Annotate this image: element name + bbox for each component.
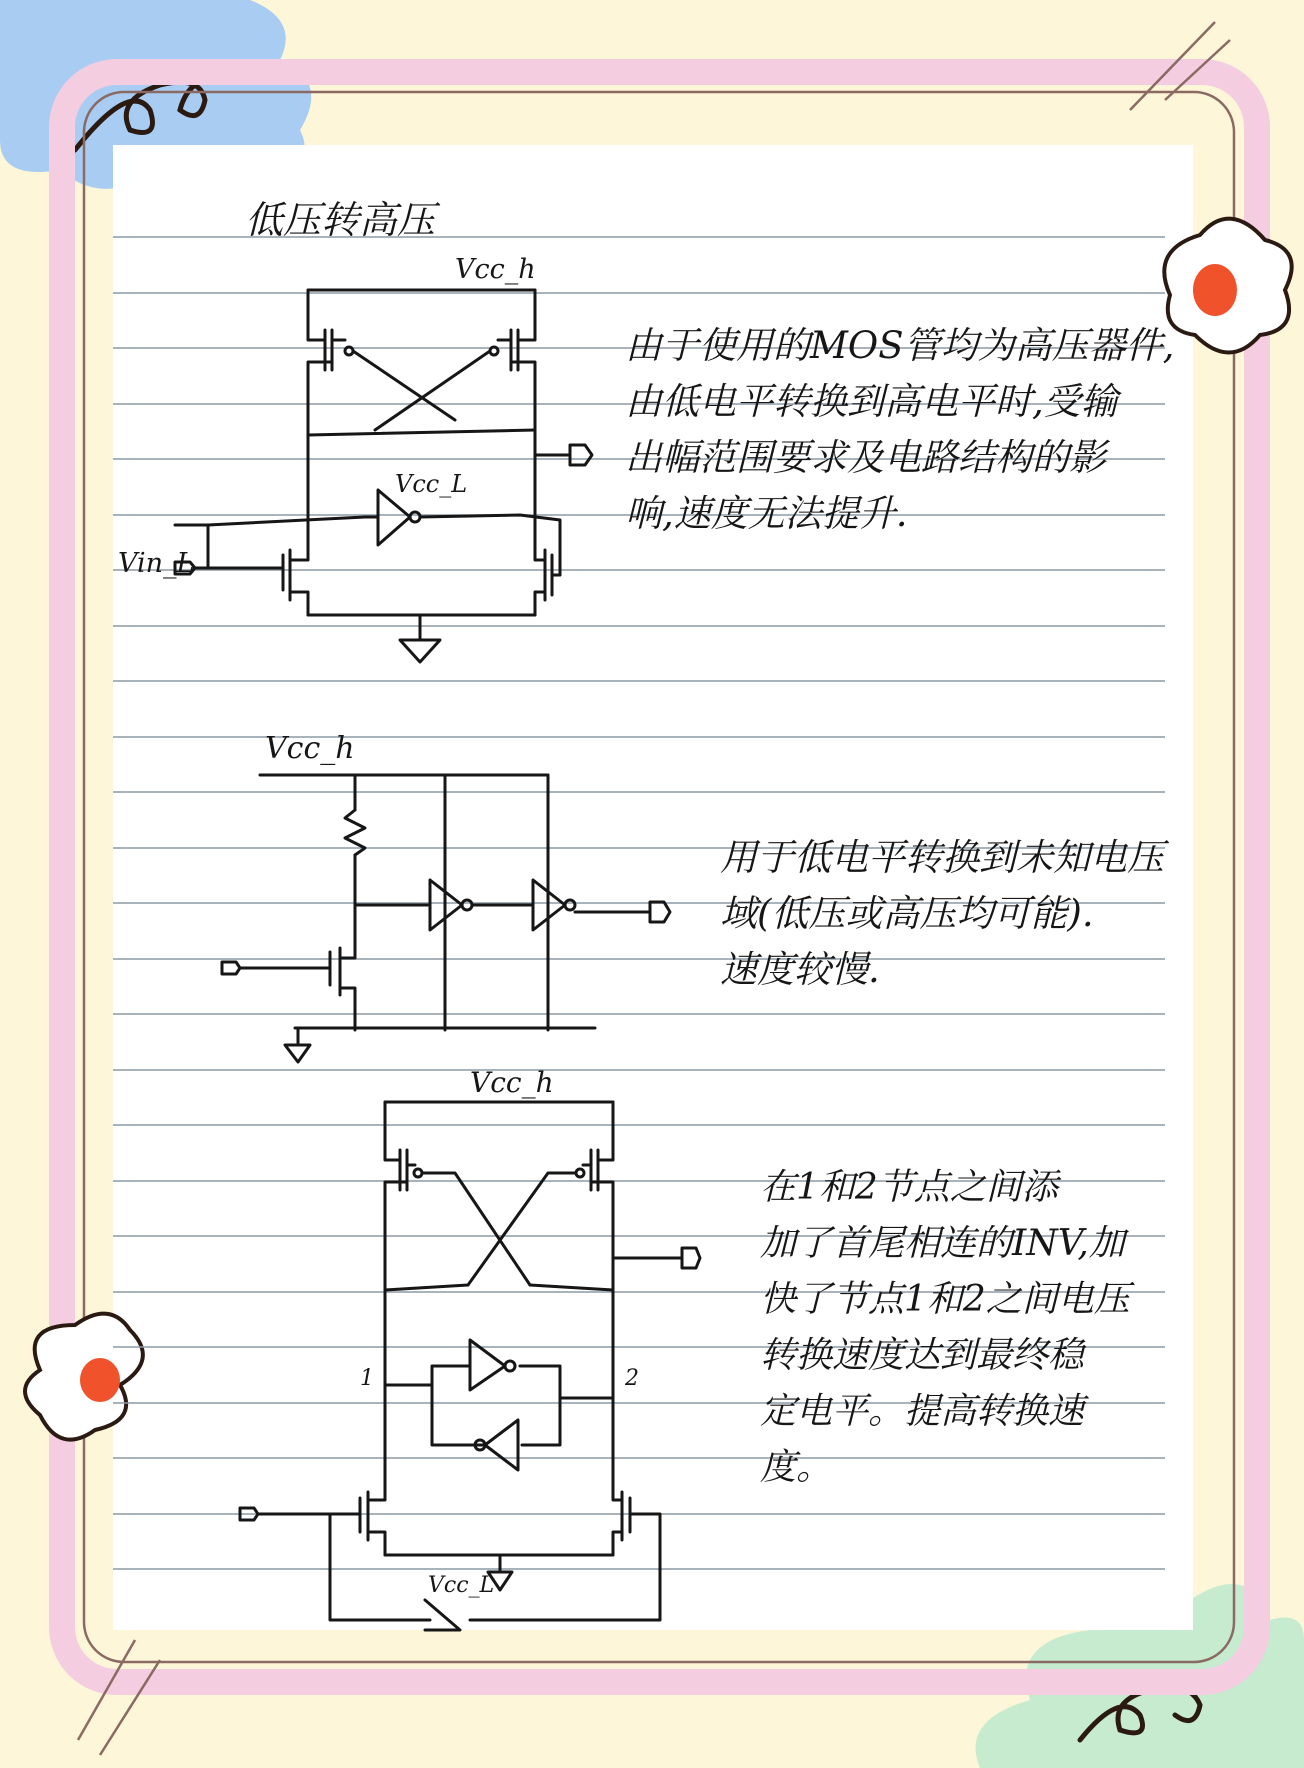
circuit-3-note — [760, 1160, 1130, 1496]
note-line: 加了首尾相连的INV,加 — [760, 1223, 1125, 1264]
note-line: 定电平。提高转换速 — [760, 1391, 1085, 1432]
note-line: 响,速度无法提升. — [625, 492, 908, 535]
vin-l-label: Vin_L — [118, 548, 195, 579]
note-line: 出幅范围要求及电路结构的影 — [625, 436, 1106, 479]
note-line: 域(低压或高压均可能). — [720, 892, 1094, 935]
circuit-2-note — [720, 830, 1164, 998]
vcc-l-label-3: Vcc_L — [428, 1573, 495, 1598]
node-2-label: 2 — [625, 1366, 639, 1391]
note-line: 由于使用的MOS管均为高压器件, — [625, 324, 1175, 367]
circuit-1-note — [625, 318, 1174, 542]
vcc-l-label: Vcc_L — [395, 470, 468, 498]
note-line: 由低电平转换到高电平时,受输 — [625, 380, 1118, 423]
note-line: 度。 — [760, 1447, 833, 1488]
note-line: 快了节点1和2之间电压 — [760, 1279, 1130, 1320]
note-line: 用于低电平转换到未知电压 — [720, 836, 1164, 879]
node-1-label: 1 — [360, 1366, 374, 1391]
note-line: 在1和2节点之间添 — [760, 1167, 1058, 1208]
vcc-h-label: Vcc_h — [455, 254, 536, 285]
note-line: 转换速度达到最终稳 — [760, 1335, 1085, 1376]
vcc-h-label-2: Vcc_h — [265, 731, 355, 766]
vcc-h-label-3: Vcc_h — [470, 1066, 554, 1099]
note-line: 速度较慢. — [720, 948, 880, 991]
page-title: 低压转高压 — [245, 198, 436, 242]
